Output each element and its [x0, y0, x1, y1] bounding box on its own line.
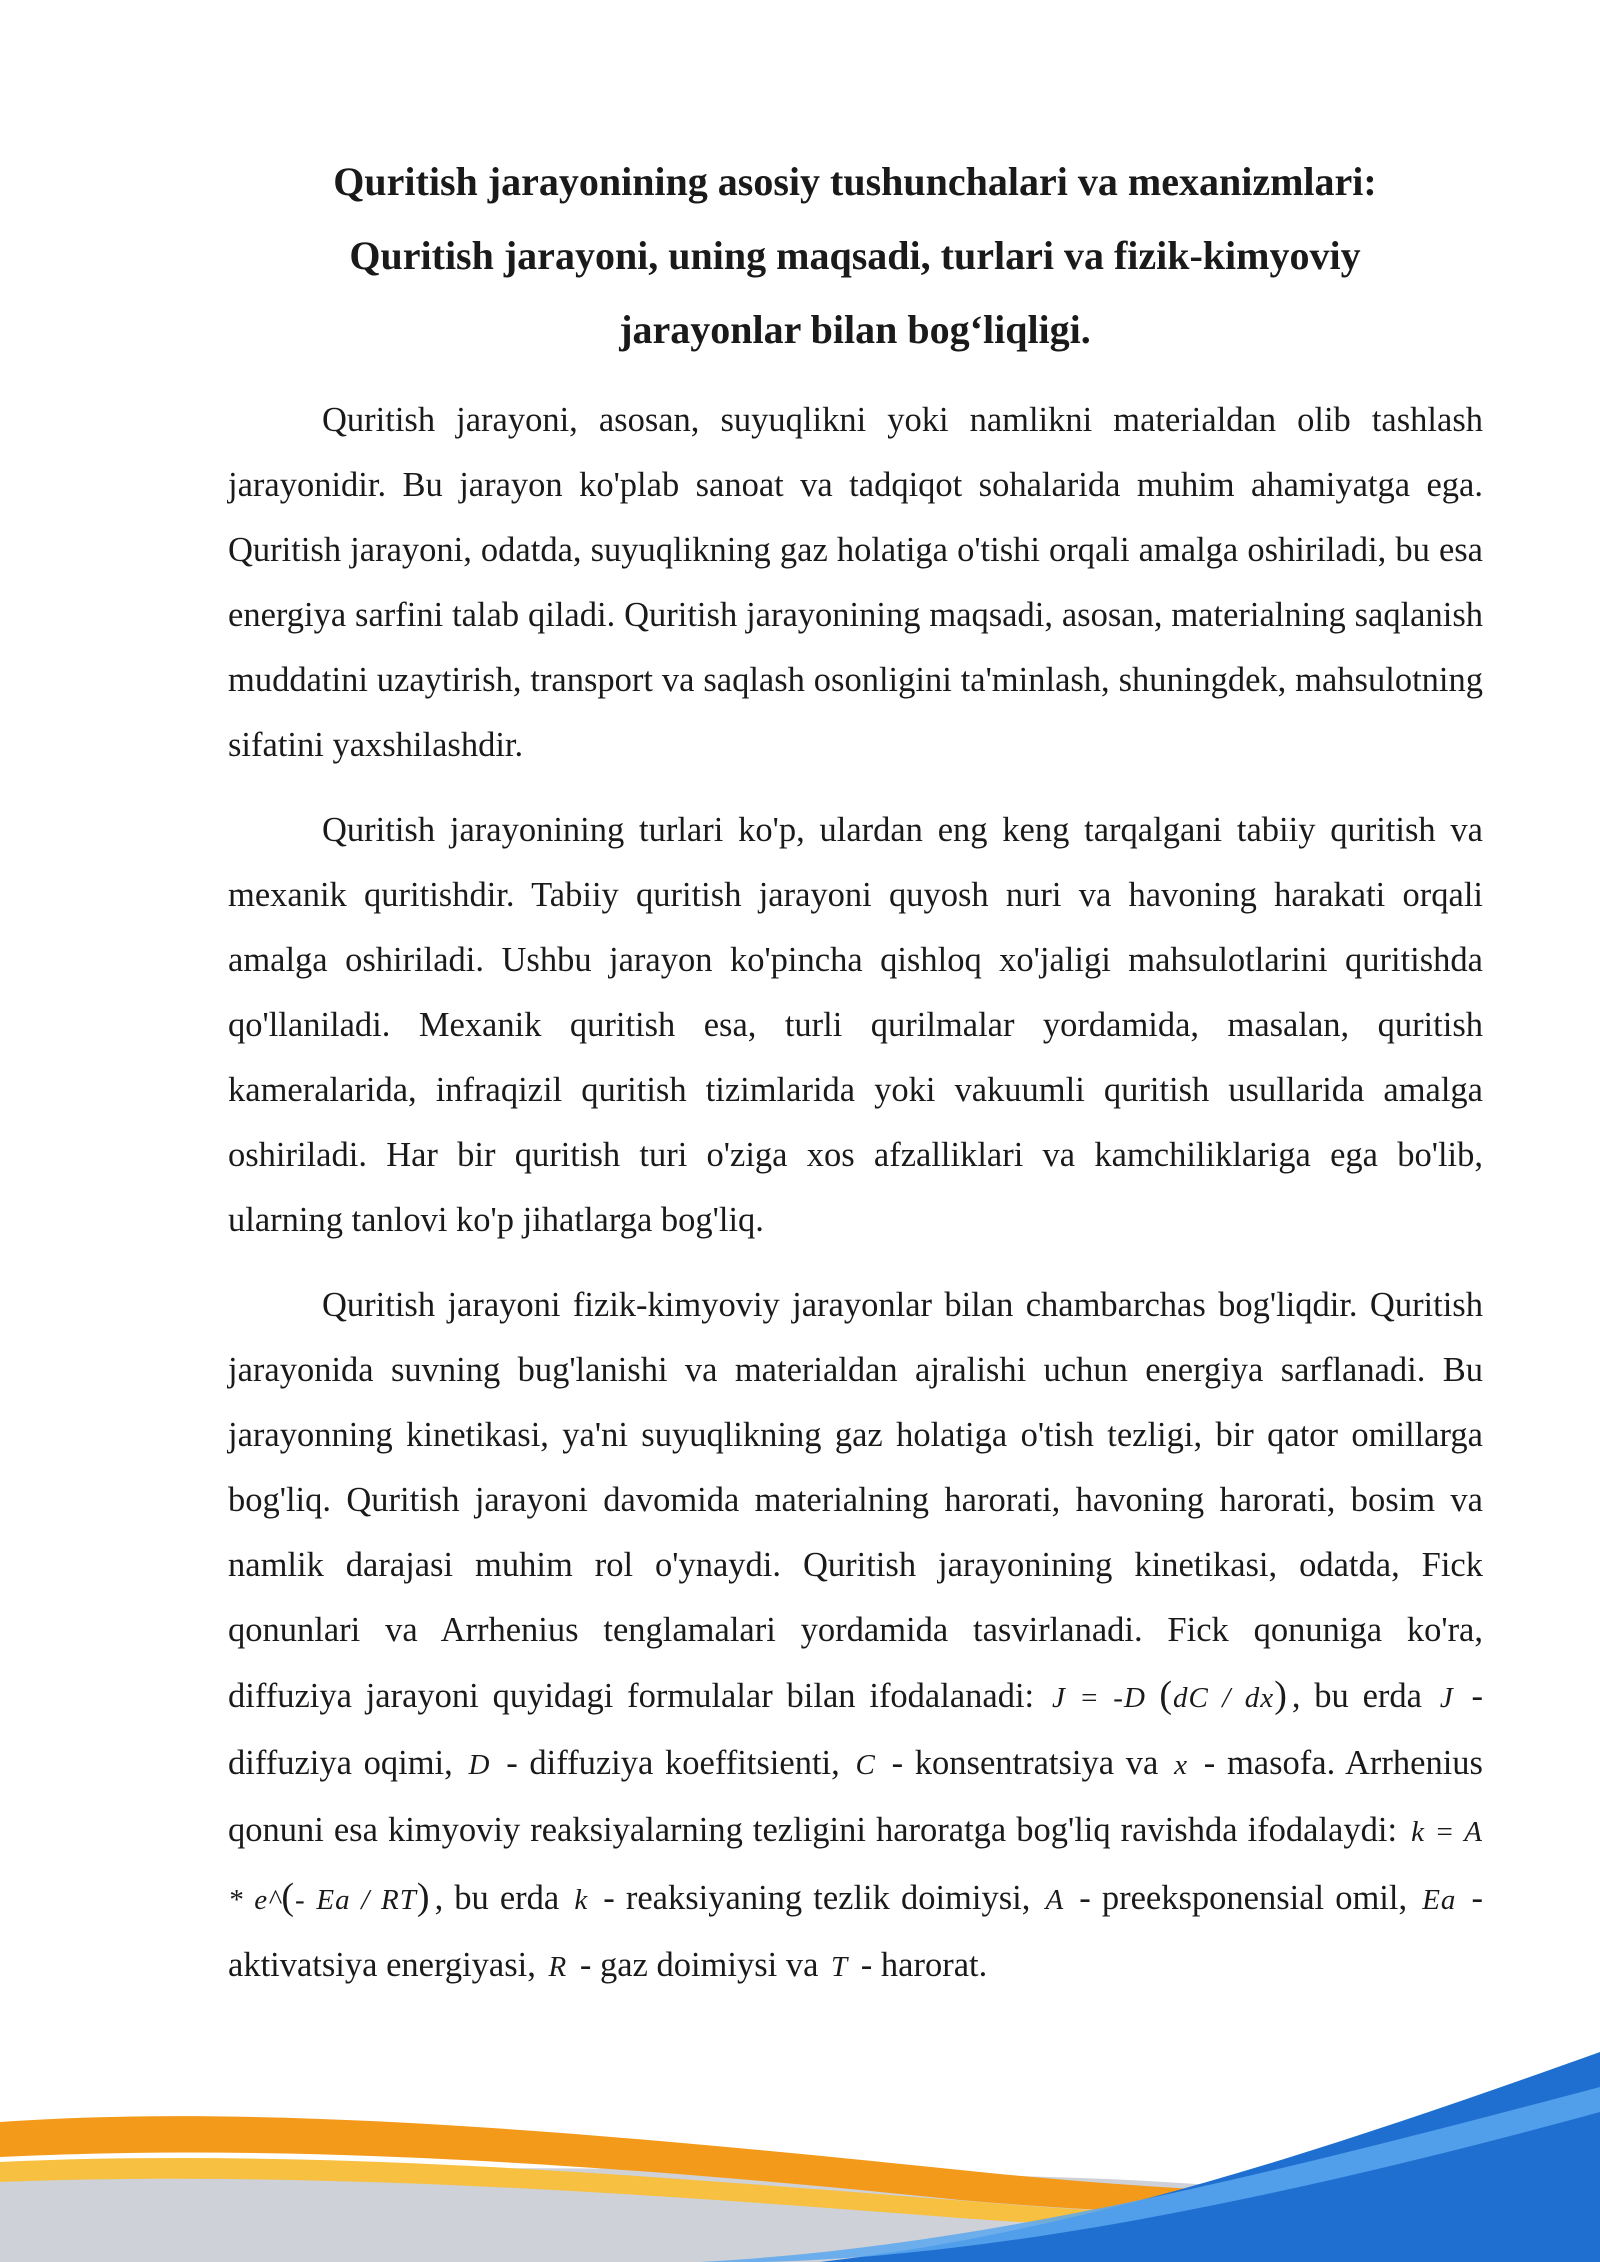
arrhenius-formula-open-paren: ( — [281, 1876, 295, 1918]
fick-formula-close-paren: ) — [1274, 1674, 1288, 1716]
paragraph-1: Quritish jarayoni, asosan, suyuqlikni yoki namlikni materialdan olib tashlash jarayonidir. Bu jarayon ko'plab sanoat va tadqiqot sohalarida muhim ahamiyatga ega. Quritish jarayoni, odatda, suyuqlikning gaz holatiga o'tishi orqali amalga oshiriladi, bu esa energiya sarfini talab qiladi. Quritish jarayonining maqsadi, asosan, materialning saqlanish muddatini uzaytirish, transport va saqlash osonligini ta'minlash, shuningdek, mahsulotning sifatini yaxshilashdir. — [228, 401, 1483, 764]
paragraph-3-text: - diffuziya oqimi, — [228, 1677, 1484, 1782]
math-symbol-r: R — [548, 1951, 568, 1983]
paragraph-2: Quritish jarayonining turlari ko'p, ulardan eng keng tarqalgani tabiiy quritish va mexanik quritishdir. Tabiiy quritish jarayoni quyosh nuri va havoning harakati orqali amalga oshiriladi. Ushbu jarayon ko'pincha qishloq xo'jaligi mahsulotlarini quritishda qo'llaniladi. Mexanik quritish esa, turli qurilmalar yordamida, masalan, quritish kameralarida, infraqizil quritish tizimlarida yoki vakuumli quritish usullarida amalga oshiriladi. Har bir quritish turi o'ziga xos afzalliklari va kamchiliklariga ega bo'lib, ularning tanlovi ko'p jihatlarga bog'liq. — [228, 811, 1483, 1239]
paragraph-3 — [228, 1273, 1483, 2000]
paragraph-3-text: - gaz doimiysi va — [579, 1946, 819, 1984]
fick-formula-inner: dC / dx — [1173, 1682, 1275, 1714]
paragraph-3-text: - aktivatsiya energiyasi, — [228, 1879, 1483, 1984]
math-symbol-a: A — [1045, 1884, 1065, 1916]
math-symbol-x: x — [1174, 1749, 1188, 1781]
page-title — [220, 145, 1490, 367]
math-symbol-k: k — [574, 1884, 589, 1916]
title-line-3: jarayonlar bilan bog‘liqligi. — [619, 307, 1091, 352]
fick-formula-open-paren: ( — [1159, 1674, 1174, 1716]
paragraph-3-text: , bu erda — [1291, 1677, 1422, 1715]
math-symbol-d: D — [468, 1749, 491, 1781]
paragraph-3-text: - masofa. Arrhenius qonuni esa kimyoviy reaksiyalarning tezligini haroratga bog'liq ravishda ifodalaydi: — [228, 1744, 1483, 1849]
paragraph-3-text: - reaksiyaning tezlik doimiysi, — [603, 1879, 1031, 1917]
arrhenius-formula-inner: - Ea / RT — [294, 1884, 417, 1916]
math-symbol-j: J — [1439, 1682, 1454, 1714]
title-line-2: Quritish jarayoni, uning maqsadi, turlari va fizik-kimyoviy — [349, 233, 1361, 278]
paragraph-3-text: , bu erda — [434, 1879, 560, 1917]
paragraph-3-text: - preeksponensial omil, — [1079, 1879, 1408, 1917]
paragraph-3-text: - harorat. — [860, 1946, 988, 1984]
paragraph-3-text: Quritish jarayoni fizik-kimyoviy jarayonlar bilan chambarchas bog'liqdir. Quritish jarayonida suvning bug'lanishi va materialdan ajralishi uchun energiya sarflanadi. Bu jarayonning kinetikasi, ya'ni suyuqlikning gaz holatiga o'tish tezligi, bir qator omillarga bog'liq. Quritish jarayoni davomida materialning harorati, havoning harorati, bosim va namlik darajasi muhim rol o'ynaydi. Quritish jarayonining kinetikasi, odatda, Fick qonunlari va Arrhenius tenglamalari yordamida tasvirlanadi. Fick qonuniga ko'ra, diffuziya jarayoni quyidagi formulalar bilan ifodalanadi: — [228, 1286, 1483, 1715]
footer-wave-decoration — [0, 1962, 1600, 2262]
title-line-1: Quritish jarayonining asosiy tushunchalari va mexanizmlari: — [333, 159, 1377, 204]
document-body — [228, 388, 1483, 2020]
paragraph-3-text: - diffuziya koeffitsienti, — [506, 1744, 840, 1782]
arrhenius-formula-close-paren: ) — [416, 1876, 431, 1918]
paragraph-3-text: - konsentratsiya va — [891, 1744, 1159, 1782]
math-symbol-ea: Ea — [1422, 1884, 1457, 1916]
math-symbol-c: C — [855, 1749, 876, 1781]
arrhenius-formula-lhs: k = A * e^ — [228, 1816, 1483, 1916]
fick-formula — [1048, 1674, 1292, 1716]
fick-formula-lhs: J = -D — [1051, 1682, 1146, 1714]
math-symbol-t: T — [831, 1951, 849, 1983]
